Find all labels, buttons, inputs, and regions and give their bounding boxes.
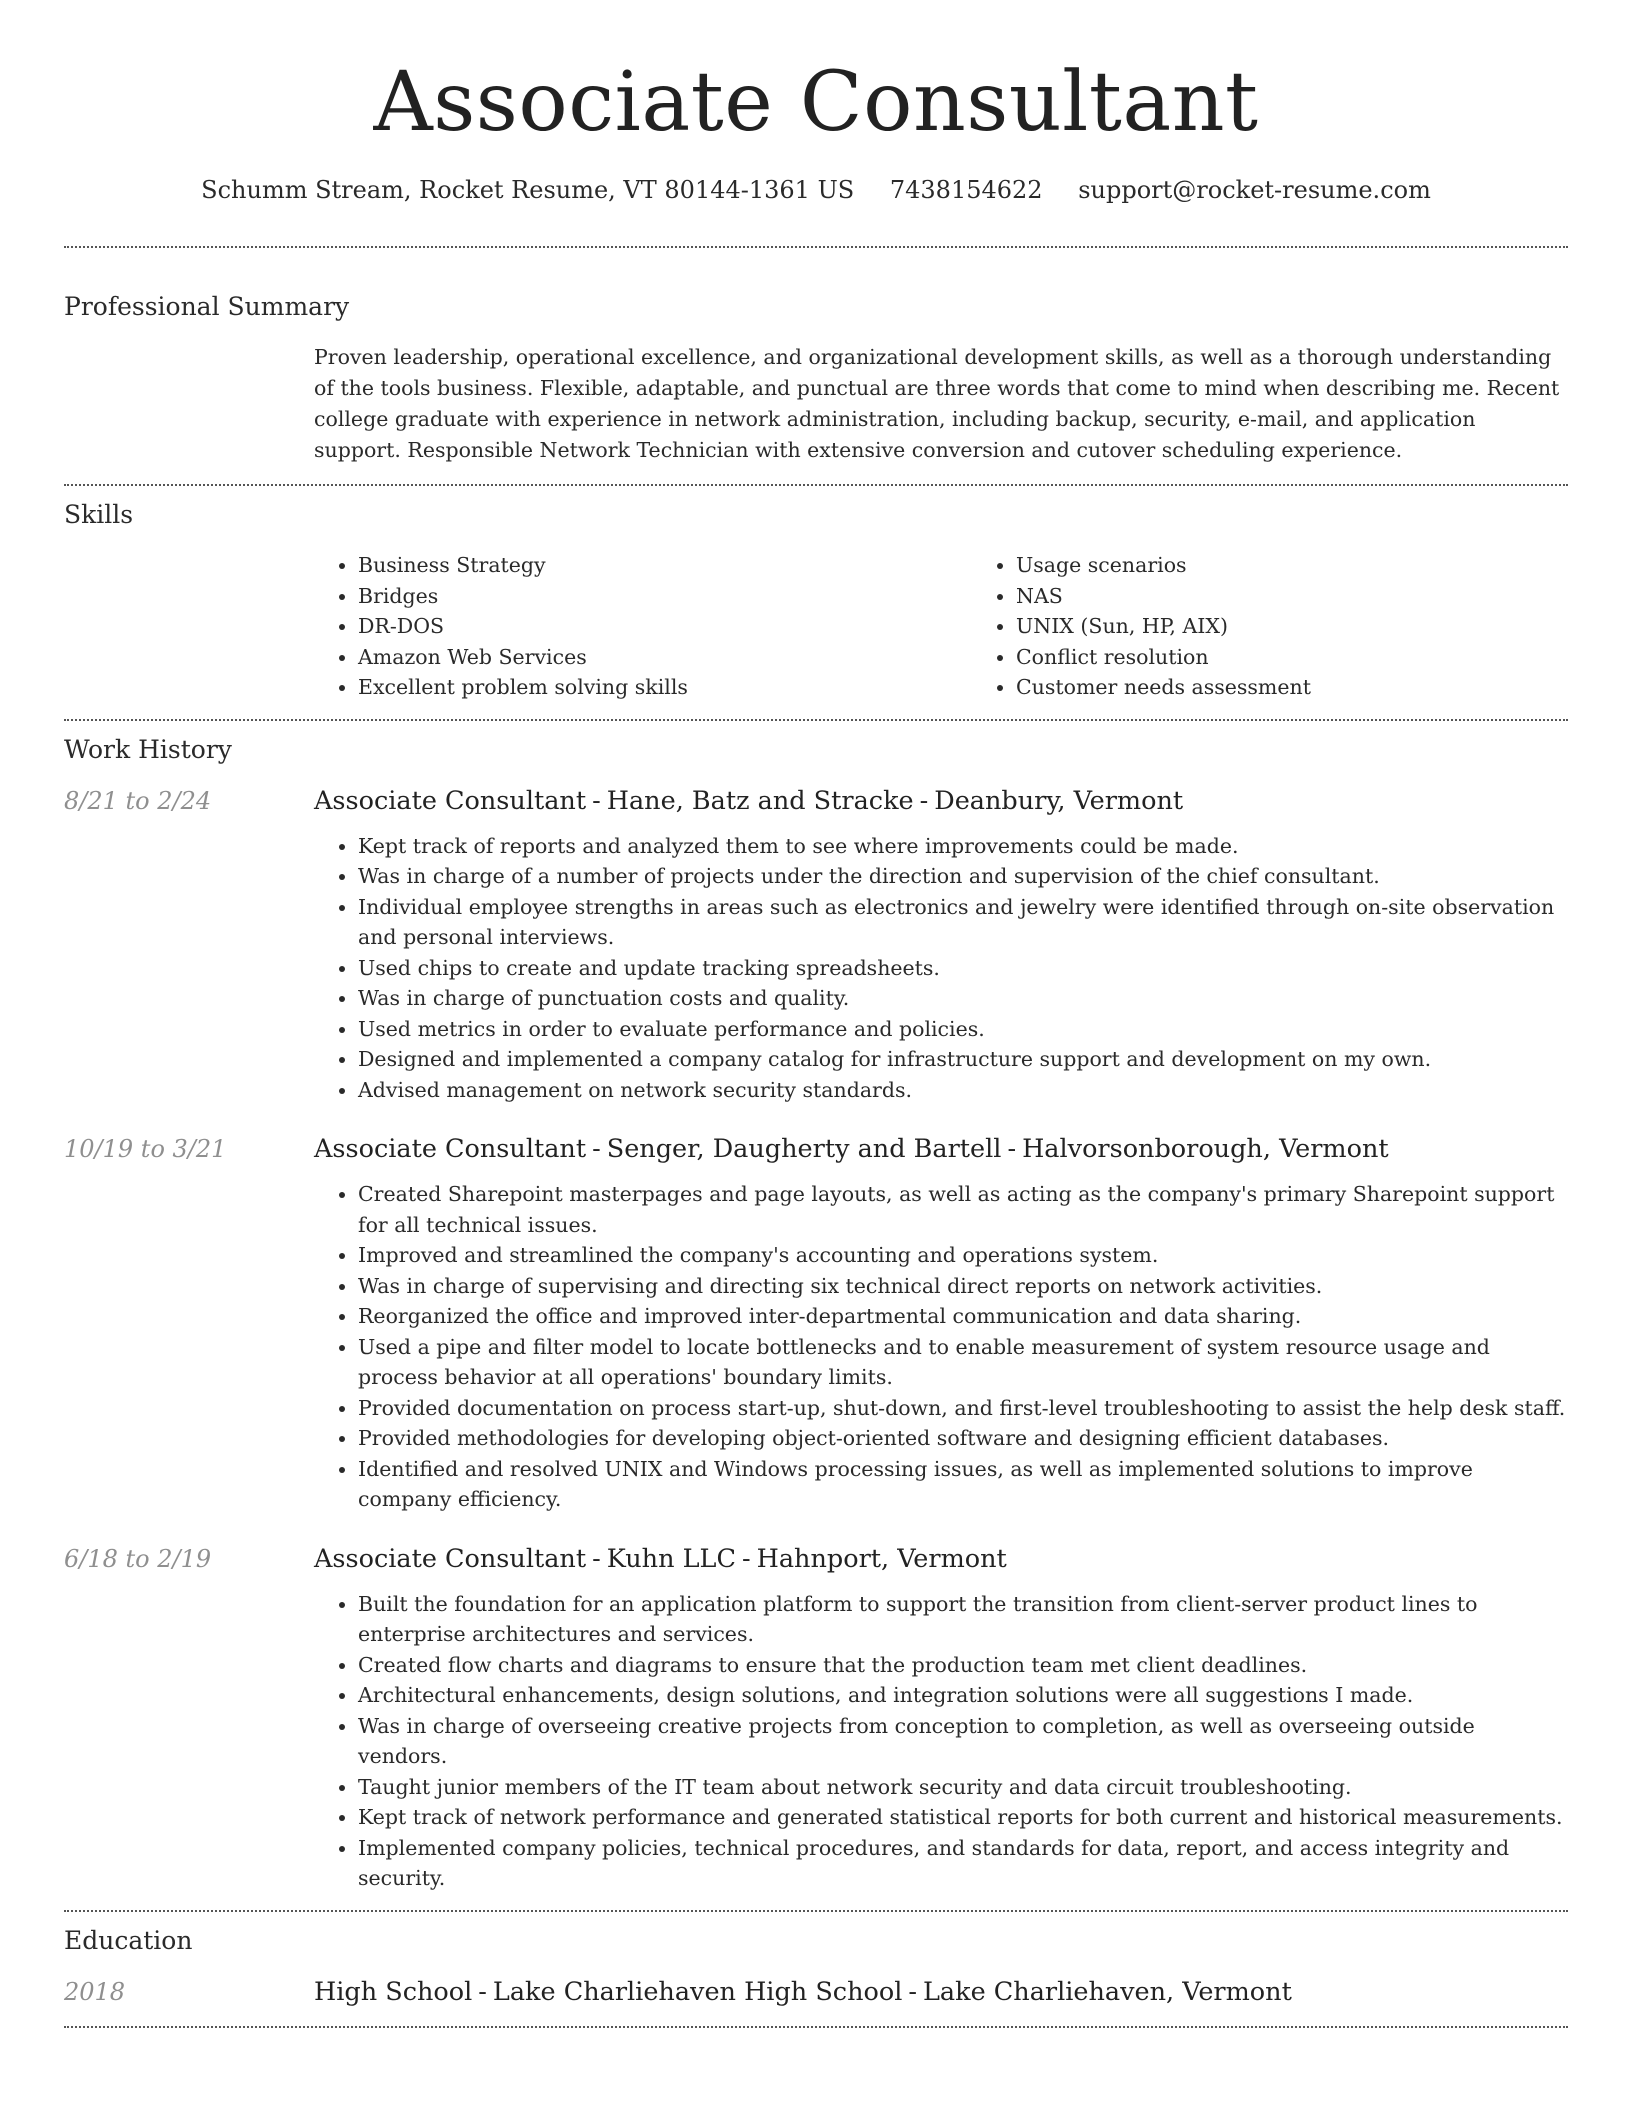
job-dates: 8/21 to 2/24 xyxy=(64,786,212,815)
contact-email: support@rocket-resume.com xyxy=(1078,176,1431,204)
job-heading xyxy=(314,783,1183,819)
contact-line xyxy=(64,170,1568,210)
job-entry xyxy=(64,783,1568,1106)
job-bullet: • Created flow charts and diagrams to ensure that the production team met client deadlines. xyxy=(358,1650,1568,1681)
section-title-education: Education xyxy=(64,1925,193,1955)
education-school: Lake Charliehaven High School xyxy=(492,1976,903,2007)
skills-list-right xyxy=(972,550,1630,703)
job-bullet: • Used metrics in order to evaluate performance and policies. xyxy=(358,1014,1568,1045)
skill-item: • UNIX (Sun, HP, AIX) xyxy=(1016,611,1630,642)
job-bullets xyxy=(314,1179,1568,1515)
section-title-work: Work History xyxy=(64,734,232,764)
job-bullet: • Taught junior members of the IT team about network security and data circuit troubleshooting. xyxy=(358,1772,1568,1803)
job-bullet: • Provided methodologies for developing object-oriented software and designing efficient databases. xyxy=(358,1423,1568,1454)
skill-item: • DR-DOS xyxy=(358,611,972,642)
separator: - xyxy=(592,1134,601,1164)
separator: - xyxy=(908,1976,917,2007)
contact-phone: 7438154622 xyxy=(889,176,1043,204)
separator: - xyxy=(1007,1134,1017,1164)
education-year: 2018 xyxy=(64,1977,126,2006)
education-location: Lake Charliehaven, Vermont xyxy=(922,1976,1292,2007)
job-bullet: • Was in charge of supervising and directing six technical direct reports on network activities. xyxy=(358,1271,1568,1302)
separator: - xyxy=(741,1543,751,1574)
skill-item: • NAS xyxy=(1016,581,1630,612)
job-entry xyxy=(64,1541,1568,1894)
job-bullet: • Used chips to create and update tracking spreadsheets. xyxy=(358,953,1568,984)
skill-item: • Business Strategy xyxy=(358,550,972,581)
summary-section xyxy=(64,248,1568,484)
job-entry xyxy=(64,1131,1568,1515)
job-company: Hane, Batz and Stracke xyxy=(606,785,914,816)
skills-list-left xyxy=(314,550,972,703)
job-bullets xyxy=(314,831,1568,1106)
divider xyxy=(64,2026,1568,2028)
skill-item: • Bridges xyxy=(358,581,972,612)
skills-section xyxy=(64,486,1568,719)
job-bullet: • Was in charge of a number of projects under the direction and supervision of the chief consultant. xyxy=(358,861,1568,892)
job-bullet: • Individual employee strengths in areas such as electronics and jewelry were identified through on-site observation and personal interviews. xyxy=(358,892,1568,953)
job-dates: 6/18 to 2/19 xyxy=(64,1544,212,1573)
job-bullet: • Was in charge of punctuation costs and quality. xyxy=(358,983,1568,1014)
job-bullet: • Kept track of reports and analyzed them to see where improvements could be made. xyxy=(358,831,1568,862)
education-degree: High School xyxy=(314,1976,473,2007)
job-bullet: • Improved and streamlined the company's accounting and operations system. xyxy=(358,1240,1568,1271)
skill-item: • Amazon Web Services xyxy=(358,642,972,673)
resume-name: Associate Consultant xyxy=(373,55,1259,150)
job-bullets xyxy=(314,1589,1568,1894)
job-bullet: • Created Sharepoint masterpages and page layouts, as well as acting as the company's primary Sharepoint support for all technical issues. xyxy=(358,1179,1568,1240)
skill-item: • Excellent problem solving skills xyxy=(358,672,972,703)
education-section xyxy=(64,1912,1568,2026)
job-dates: 10/19 to 3/21 xyxy=(64,1135,227,1163)
skill-item: • Customer needs assessment xyxy=(1016,672,1630,703)
section-title-skills: Skills xyxy=(64,500,134,529)
skill-item: • Usage scenarios xyxy=(1016,550,1630,581)
separator: - xyxy=(592,1543,601,1574)
job-bullet: • Kept track of network performance and generated statistical reports for both current and historical measurements. xyxy=(358,1802,1568,1833)
job-bullet: • Advised management on network security standards. xyxy=(358,1075,1568,1106)
job-bullet: • Identified and resolved UNIX and Windows processing issues, as well as implemented solutions to improve company efficiency. xyxy=(358,1454,1568,1515)
skill-item: • Conflict resolution xyxy=(1016,642,1630,673)
job-bullet: • Architectural enhancements, design solutions, and integration solutions were all suggestions I made. xyxy=(358,1680,1568,1711)
job-heading xyxy=(314,1541,1007,1577)
job-bullet: • Designed and implemented a company catalog for infrastructure support and development on my own. xyxy=(358,1044,1568,1075)
job-bullet: • Used a pipe and filter model to locate bottlenecks and to enable measurement of system resource usage and process behavior at all operations' boundary limits. xyxy=(358,1332,1568,1393)
job-location: Halvorsonborough, Vermont xyxy=(1022,1134,1389,1164)
job-position: Associate Consultant xyxy=(314,1134,587,1164)
job-company: Kuhn LLC xyxy=(606,1543,736,1574)
separator: - xyxy=(592,785,601,816)
separator: - xyxy=(919,785,929,816)
job-bullet: • Reorganized the office and improved inter-departmental communication and data sharing. xyxy=(358,1301,1568,1332)
contact-address: Schumm Stream, Rocket Resume, VT 80144-1361 US xyxy=(201,176,855,204)
job-bullet: • Built the foundation for an application platform to support the transition from client-server product lines to enterprise architectures and services. xyxy=(358,1589,1568,1650)
job-bullet: • Implemented company policies, technical procedures, and standards for data, report, and access integrity and security. xyxy=(358,1833,1568,1894)
job-heading xyxy=(314,1131,1389,1167)
work-section xyxy=(64,721,1568,1910)
job-position: Associate Consultant xyxy=(314,785,587,816)
job-position: Associate Consultant xyxy=(314,1543,587,1574)
job-location: Hahnport, Vermont xyxy=(756,1543,1007,1574)
job-location: Deanbury, Vermont xyxy=(934,785,1184,816)
job-company: Senger, Daugherty and Bartell xyxy=(606,1134,1002,1164)
education-heading xyxy=(314,1974,1292,2010)
summary-text: Proven leadership, operational excellence, and organizational development skills, as well as a thorough understanding of the tools business. Flexible, adaptable, and punctual are three words that come to mind when describing me. Recent college graduate with experience in network administration, including backup, security, e-mail, and application support. Responsible Network Technician with extensive conversion and cutover scheduling experience. xyxy=(314,345,1560,462)
separator: - xyxy=(478,1976,487,2007)
job-bullet: • Was in charge of overseeing creative projects from conception to completion, as well as overseeing outside vendors. xyxy=(358,1711,1568,1772)
section-title-summary: Professional Summary xyxy=(64,292,350,321)
job-bullet: • Provided documentation on process start-up, shut-down, and first-level troubleshooting to assist the help desk staff. xyxy=(358,1393,1568,1424)
